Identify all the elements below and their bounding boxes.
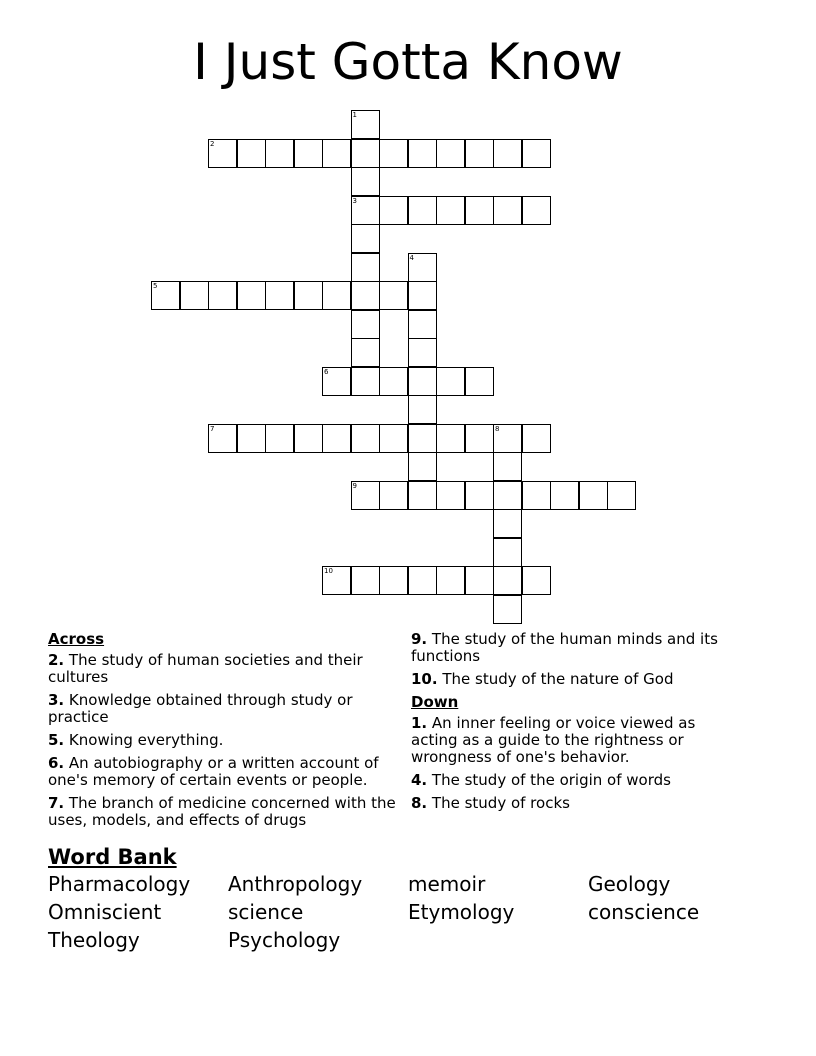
word-bank-item: Geology [588,872,671,896]
grid-cell[interactable] [436,566,465,595]
grid-cell[interactable] [208,139,237,168]
grid-cell[interactable] [436,196,465,225]
word-bank-item: Etymology [408,900,515,924]
grid-cell[interactable] [408,281,437,310]
grid-cell[interactable] [351,253,380,282]
grid-cell[interactable] [294,139,323,168]
grid-cell[interactable] [408,139,437,168]
clue-number-label: 2 [210,139,215,148]
grid-cell[interactable] [379,367,408,396]
clue-across-10: 10. The study of the nature of God [411,670,674,688]
grid-cell[interactable] [351,281,380,310]
grid-cell[interactable] [408,338,437,367]
grid-cell[interactable] [408,424,437,453]
grid-cell[interactable] [294,424,323,453]
grid-cell[interactable] [408,367,437,396]
grid-cell[interactable] [237,424,266,453]
clue-down-8: 8. The study of rocks [411,794,570,812]
clues-column-left [48,631,403,835]
clue-across-6: 6. An autobiography or a written account of one's memory of certain events or people. [48,754,379,789]
word-bank-item: science [228,900,304,924]
word-bank-item: Anthropology [228,872,363,896]
clue-number-label: 9 [352,481,357,490]
grid-cell[interactable] [465,566,494,595]
grid-cell[interactable] [322,367,351,396]
grid-cell[interactable] [436,367,465,396]
word-bank-item: conscience [588,900,700,924]
grid-cell[interactable] [351,367,380,396]
grid-cell[interactable] [493,139,522,168]
clue-number-label: 6 [324,367,329,376]
grid-cell[interactable] [379,139,408,168]
clue-number-label: 10 [324,567,333,575]
grid-cell[interactable] [408,452,437,481]
grid-cell[interactable] [322,281,351,310]
grid-cell[interactable] [550,481,579,510]
grid-cell[interactable] [408,253,437,282]
grid-cell[interactable] [465,481,494,510]
grid-cell[interactable] [493,509,522,538]
clue-number-label: 7 [210,424,215,433]
grid-cell[interactable] [522,566,551,595]
grid-cell[interactable] [493,196,522,225]
grid-cell[interactable] [607,481,636,510]
clue-number-label: 1 [352,111,357,119]
grid-cell[interactable] [408,481,437,510]
grid-cell[interactable] [522,481,551,510]
grid-cell[interactable] [265,281,294,310]
grid-cell[interactable] [408,566,437,595]
grid-cell[interactable] [351,167,380,196]
grid-cell[interactable] [493,566,522,595]
grid-cell[interactable] [294,281,323,310]
clue-down-1: 1. An inner feeling or voice viewed as acting as a guide to the rightness or wrongness of one's behavior. [411,714,696,766]
grid-cell[interactable] [351,224,380,253]
grid-cell[interactable] [379,481,408,510]
clue-across-9: 9. The study of the human minds and its functions [411,630,718,665]
grid-cell[interactable] [379,196,408,225]
grid-cell[interactable] [465,196,494,225]
clue-number-label: 3 [352,196,357,205]
clue-across-3: 3. Knowledge obtained through study or practice [48,691,353,726]
grid-cell[interactable] [351,310,380,339]
grid-cell[interactable] [493,481,522,510]
grid-cell[interactable] [265,139,294,168]
grid-cell[interactable] [579,481,608,510]
word-bank [48,872,768,953]
grid-cell[interactable] [493,424,522,453]
grid-cell[interactable] [408,310,437,339]
grid-cell[interactable] [351,481,380,510]
clues-column-right [411,631,741,818]
word-bank-item: Theology [48,928,140,952]
word-bank-item: Psychology [228,928,341,952]
clue-number-label: 4 [409,253,414,262]
word-bank-heading: Word Bank [48,845,177,869]
grid-cell[interactable] [237,139,266,168]
grid-cell[interactable] [408,196,437,225]
grid-cell[interactable] [436,481,465,510]
grid-cell[interactable] [522,196,551,225]
grid-cell[interactable] [465,424,494,453]
grid-cell[interactable] [379,424,408,453]
page-title: I Just Gotta Know [193,33,623,91]
word-bank-item: memoir [408,872,486,896]
clue-across-7: 7. The branch of medicine concerned with the uses, models, and effects of drugs [48,794,396,829]
grid-cell[interactable] [265,424,294,453]
grid-cell[interactable] [436,424,465,453]
clue-across-2: 2. The study of human societies and their cultures [48,651,363,686]
grid-cell[interactable] [351,139,380,168]
grid-cell[interactable] [465,367,494,396]
grid-cell[interactable] [522,139,551,168]
grid-cell[interactable] [379,281,408,310]
grid-cell[interactable] [351,196,380,225]
word-bank-item: Omniscient [48,900,162,924]
grid-cell[interactable] [465,139,494,168]
grid-cell[interactable] [351,110,380,139]
grid-cell[interactable] [351,338,380,367]
grid-cell[interactable] [180,281,209,310]
clue-down-4: 4. The study of the origin of words [411,771,671,789]
grid-cell[interactable] [522,424,551,453]
across-heading: Across [48,630,105,648]
grid-cell[interactable] [408,395,437,424]
grid-cell[interactable] [351,566,380,595]
grid-cell[interactable] [322,566,351,595]
grid-cell[interactable] [493,538,522,567]
grid-cell[interactable] [322,139,351,168]
grid-cell[interactable] [493,595,522,624]
grid-cell[interactable] [322,424,351,453]
grid-cell[interactable] [151,281,180,310]
grid-cell[interactable] [351,424,380,453]
clue-across-5: 5. Knowing everything. [48,731,224,749]
grid-cell[interactable] [208,424,237,453]
grid-cell[interactable] [436,139,465,168]
grid-cell[interactable] [493,452,522,481]
clue-number-label: 5 [153,282,158,290]
word-bank-item: Pharmacology [48,872,191,896]
clue-number-label: 8 [495,424,500,433]
grid-cell[interactable] [208,281,237,310]
down-heading: Down [411,693,459,711]
grid-cell[interactable] [379,566,408,595]
grid-cell[interactable] [237,281,266,310]
